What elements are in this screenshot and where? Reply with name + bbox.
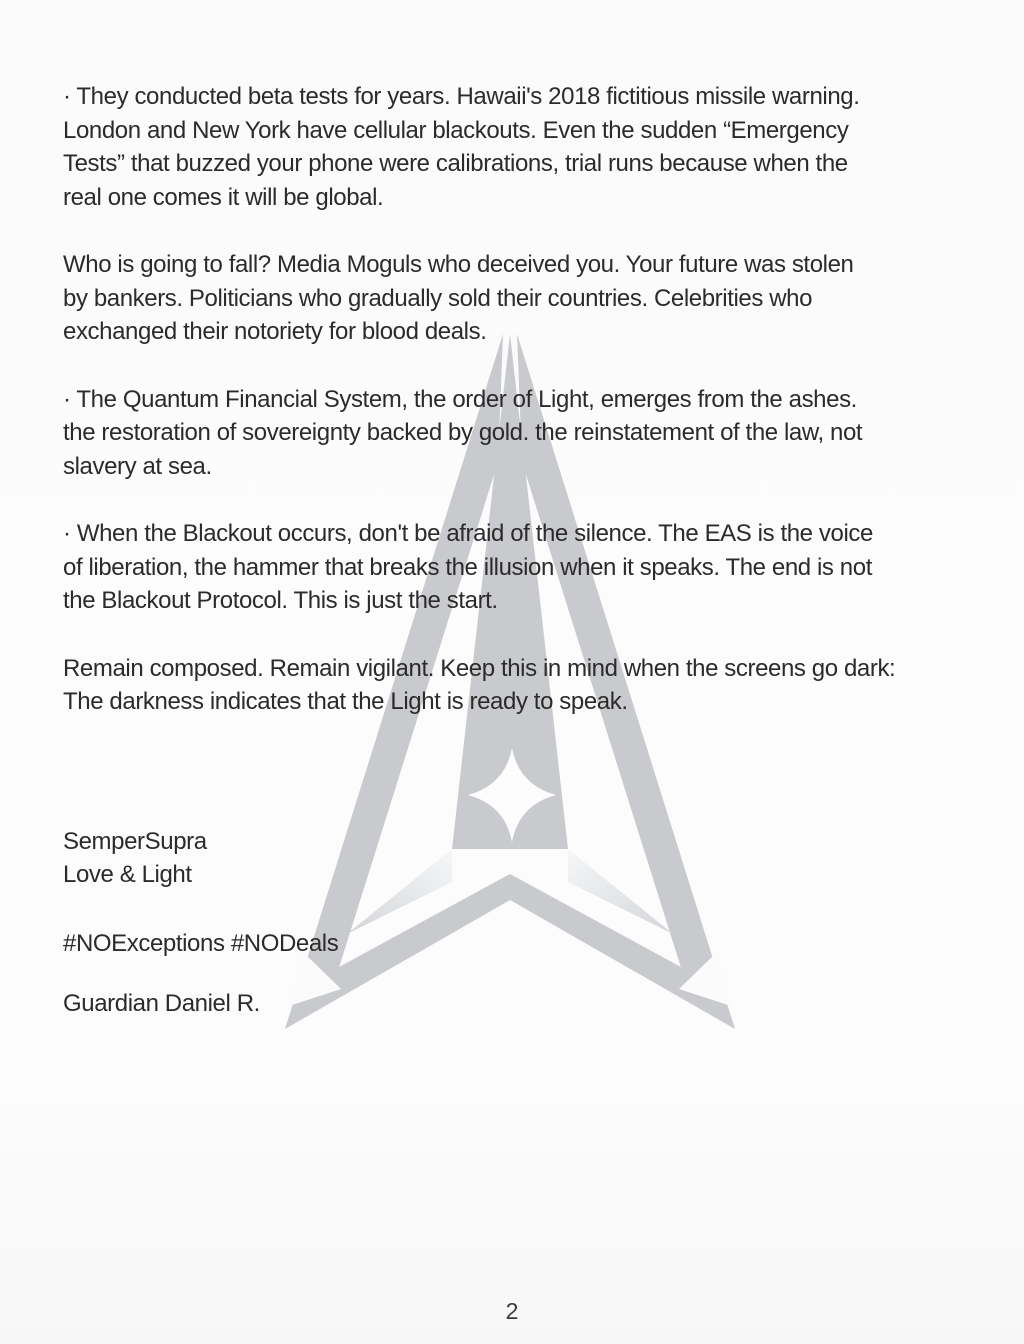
text-line: exchanged their notoriety for blood deals.	[63, 318, 487, 345]
text-line: · The Quantum Financial System, the order of Light, emerges from the ashes.	[63, 385, 857, 413]
paragraph-5	[63, 652, 993, 719]
text-line: Who is going to fall? Media Moguls who deceived you. Your future was stolen	[63, 251, 854, 278]
paragraph-4	[63, 517, 993, 618]
text-line: Tests” that buzzed your phone were calibrations, trial runs because when the	[63, 150, 848, 177]
hashtags-line: #NOExceptions #NODeals	[63, 929, 339, 957]
text-line: · They conducted beta tests for years. Hawaii's 2018 fictitious missile warning.	[63, 83, 860, 110]
text-line: the restoration of sovereignty backed by gold. the reinstatement of the law, not	[63, 419, 863, 446]
text-line: The darkness indicates that the Light is ready to speak.	[63, 688, 628, 715]
paragraph-2	[63, 248, 993, 349]
paragraph-1	[63, 80, 993, 214]
text-line: by bankers. Politicians who gradually sold their countries. Celebrities who	[63, 284, 813, 312]
paragraph-3	[63, 383, 993, 484]
text-line: the Blackout Protocol. This is just the start.	[63, 587, 498, 614]
text-line: SemperSupra	[63, 827, 207, 855]
text-line: · When the Blackout occurs, don't be afraid of the silence. The EAS is the voice	[63, 520, 873, 547]
document-body	[63, 80, 993, 1021]
text-line: of liberation, the hammer that breaks the illusion when it speaks. The end is not	[63, 553, 872, 581]
text-line: slavery at sea.	[63, 452, 212, 480]
text-line: real one comes it will be global.	[63, 183, 384, 211]
signature-block	[63, 825, 993, 892]
text-line: Remain composed. Remain vigilant. Keep this in mind when the screens go dark:	[63, 654, 896, 682]
page-number: 2	[505, 1298, 519, 1324]
signoff-line: Guardian Daniel R.	[63, 990, 260, 1017]
text-line: London and New York have cellular blackouts. Even the sudden “Emergency	[63, 116, 849, 144]
text-line: Love & Light	[63, 861, 192, 888]
